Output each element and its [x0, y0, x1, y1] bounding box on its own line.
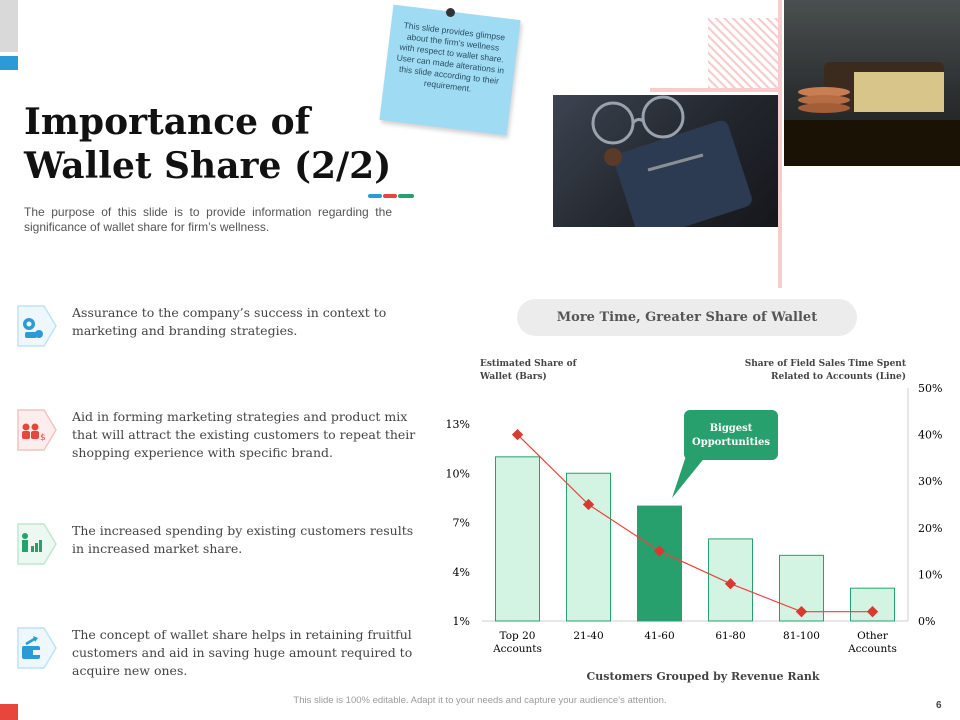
left-tick-label: 7%	[452, 516, 470, 530]
pin-icon	[446, 8, 455, 17]
list-item-text: Aid in forming marketing strategies and product mix that will attract the existing customers to repeat their shopping experience with specific brand.	[72, 409, 416, 460]
left-tick-label: 1%	[452, 615, 470, 628]
chart-header: More Time, Greater Share of Wallet	[517, 299, 857, 336]
page-subtitle: The purpose of this slide is to provide information regarding the significance of wallet share for firm’s wellness.	[24, 205, 392, 234]
x-axis-title: Customers Grouped by Revenue Rank	[586, 670, 820, 683]
right-tick-label: 40%	[918, 428, 943, 442]
blue-corner-marker	[0, 56, 18, 70]
svg-text:$: $	[40, 433, 46, 443]
gear-gauge-icon	[16, 304, 58, 348]
footer-note: This slide is 100% editable. Adapt it to your needs and capture your audience’s attention.	[293, 695, 667, 706]
bar	[638, 506, 682, 621]
money-wallet-photo	[784, 0, 960, 166]
top-gray-strip	[0, 0, 18, 52]
left-tick-label: 10%	[445, 467, 470, 481]
callout-text: Biggest Opportunities	[691, 423, 770, 448]
category-label: Other Accounts	[848, 630, 897, 655]
list-item	[16, 626, 416, 686]
list-item	[16, 304, 416, 350]
sticky-note-text: This slide provides glimpse about the firm’s wellness with respect to wallet share. User can made alterations in this slide according to their requirement.	[396, 20, 506, 94]
right-axis-title: Share of Field Sales Time Spent Related to Accounts (Line)	[744, 359, 906, 382]
red-corner-marker	[0, 704, 18, 720]
person-chart-icon	[16, 522, 58, 566]
right-tick-label: 20%	[918, 521, 943, 535]
list-item	[16, 408, 416, 468]
striped-decor	[708, 18, 778, 88]
page-title	[24, 100, 424, 188]
left-tick-label: 4%	[452, 565, 470, 579]
wallet-arrow-icon	[16, 626, 58, 670]
callout-pointer	[670, 456, 710, 500]
right-tick-label: 50%	[918, 382, 943, 395]
title-accent-bar	[368, 194, 414, 198]
people-dollar-icon	[16, 408, 58, 452]
list-item-text: The increased spending by existing customers results in increased market share.	[72, 523, 414, 556]
left-tick-label: 13%	[445, 418, 470, 431]
title-line-1: Importance of	[24, 101, 311, 143]
pink-frame-horizontal	[650, 88, 780, 92]
right-tick-label: 0%	[918, 615, 936, 628]
right-tick-label: 10%	[918, 568, 943, 582]
left-axis-title: Estimated Share of Wallet (Bars)	[480, 359, 577, 382]
category-label: 81-100	[783, 630, 820, 642]
page-number: 6	[936, 700, 942, 711]
right-tick-label: 30%	[918, 475, 943, 489]
bar	[496, 457, 540, 621]
list-item-text: Assurance to the company’s success in context to marketing and branding strategies.	[72, 305, 387, 338]
list-item	[16, 522, 416, 568]
pink-frame-vertical	[778, 0, 782, 288]
category-label: Top 20 Accounts	[493, 630, 542, 655]
title-line-2: Wallet Share (2/2)	[24, 145, 392, 187]
category-label: 41-60	[644, 630, 675, 642]
category-label: 21-40	[573, 630, 604, 642]
category-label: 61-80	[715, 630, 746, 642]
wallet-glasses-photo	[553, 95, 778, 227]
list-item-text: The concept of wallet share helps in retaining fruitful customers and aid in saving huge amount required to acquire new ones.	[72, 627, 413, 678]
bar	[567, 473, 611, 621]
